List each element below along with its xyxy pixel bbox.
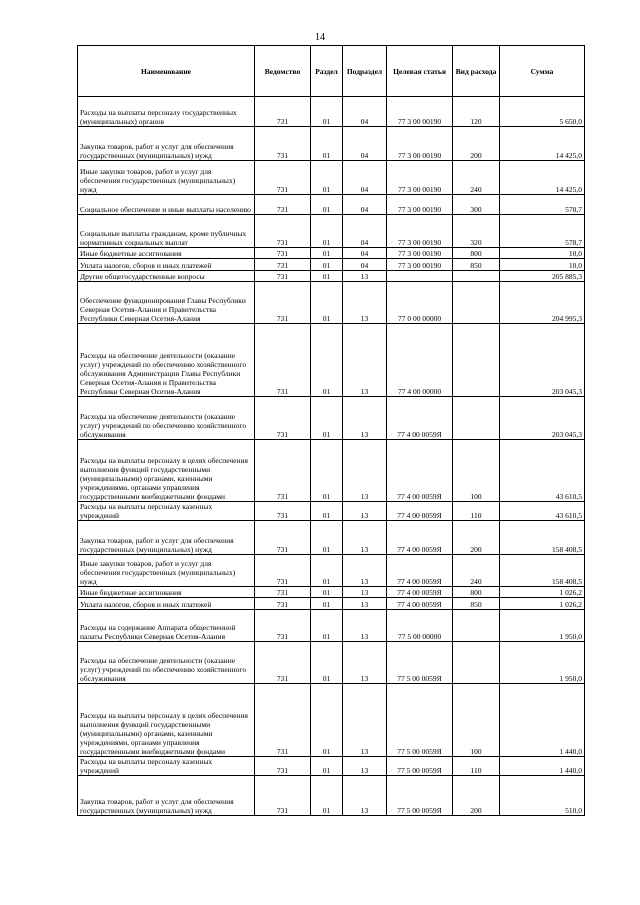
row-sum-cell: 158 408,5	[500, 521, 585, 555]
row-article-cell: 77 3 00 00190	[387, 97, 453, 127]
row-expense-type-cell: 320	[453, 215, 500, 248]
row-sum-cell: 158 408,5	[500, 555, 585, 587]
row-expense-type-cell: 100	[453, 684, 500, 757]
row-section-cell: 01	[311, 776, 343, 816]
row-subsection-cell: 13	[343, 642, 387, 684]
row-name-cell: Иные бюджетные ассигнования	[78, 248, 255, 259]
table-row	[78, 502, 585, 521]
row-subsection-cell: 13	[343, 271, 387, 282]
row-sum-cell: 43 610,5	[500, 502, 585, 521]
row-expense-type-cell: 110	[453, 757, 500, 776]
row-dept-cell: 731	[255, 161, 311, 195]
row-expense-type-cell: 240	[453, 555, 500, 587]
row-subsection-cell: 13	[343, 598, 387, 610]
row-subsection-cell: 13	[343, 502, 387, 521]
row-expense-type-cell: 800	[453, 248, 500, 259]
row-expense-type-cell	[453, 324, 500, 397]
row-dept-cell: 731	[255, 598, 311, 610]
row-article-cell: 77 3 00 00190	[387, 215, 453, 248]
row-sum-cell: 203 045,3	[500, 397, 585, 440]
row-sum-cell: 1 026,2	[500, 587, 585, 598]
row-name-cell: Закупка товаров, работ и услуг для обеспечения государственных (муниципальных) нужд	[78, 127, 255, 161]
row-section-cell: 01	[311, 610, 343, 642]
row-name-cell: Расходы на выплаты персоналу в целях обеспечения выполнения функций государственными (муниципальными) органами, казенными учреждениями, органами управления государственными внебюджетными фондами	[78, 440, 255, 502]
table-body	[78, 97, 585, 816]
row-sum-cell: 1 950,0	[500, 610, 585, 642]
table-row	[78, 587, 585, 598]
row-subsection-cell: 13	[343, 397, 387, 440]
row-dept-cell: 731	[255, 259, 311, 271]
row-subsection-cell: 13	[343, 587, 387, 598]
row-article-cell: 77 5 00 0059Я	[387, 757, 453, 776]
row-article-cell: 77 3 00 00190	[387, 195, 453, 215]
row-section-cell: 01	[311, 282, 343, 324]
table-row	[78, 642, 585, 684]
row-section-cell: 01	[311, 502, 343, 521]
row-subsection-cell: 04	[343, 195, 387, 215]
row-expense-type-cell: 100	[453, 440, 500, 502]
row-dept-cell: 731	[255, 127, 311, 161]
header-name: Наименование	[78, 46, 255, 97]
row-name-cell: Другие общегосударственные вопросы	[78, 271, 255, 282]
row-section-cell: 01	[311, 598, 343, 610]
row-dept-cell: 731	[255, 282, 311, 324]
table-row	[78, 97, 585, 127]
row-name-cell: Социальные выплаты гражданам, кроме публичных нормативных социальных выплат	[78, 215, 255, 248]
row-sum-cell: 578,7	[500, 215, 585, 248]
row-section-cell: 01	[311, 587, 343, 598]
row-expense-type-cell: 850	[453, 259, 500, 271]
row-expense-type-cell: 850	[453, 598, 500, 610]
row-sum-cell: 10,0	[500, 259, 585, 271]
row-article-cell: 77 3 00 00190	[387, 259, 453, 271]
row-dept-cell: 731	[255, 195, 311, 215]
row-article-cell: 77 5 00 0059Я	[387, 684, 453, 757]
row-dept-cell: 731	[255, 440, 311, 502]
row-article-cell: 77 4 00 0059Я	[387, 598, 453, 610]
row-article-cell	[387, 271, 453, 282]
row-article-cell: 77 4 00 0059Я	[387, 555, 453, 587]
row-article-cell: 77 4 00 0059Я	[387, 397, 453, 440]
table-header-row	[78, 46, 585, 97]
row-subsection-cell: 13	[343, 776, 387, 816]
row-dept-cell: 731	[255, 555, 311, 587]
row-sum-cell: 205 885,3	[500, 271, 585, 282]
row-sum-cell: 14 425,0	[500, 161, 585, 195]
row-name-cell: Уплата налогов, сборов и иных платежей	[78, 259, 255, 271]
row-article-cell: 77 4 00 0059Я	[387, 521, 453, 555]
row-dept-cell: 731	[255, 684, 311, 757]
row-sum-cell: 203 045,3	[500, 324, 585, 397]
row-subsection-cell: 13	[343, 440, 387, 502]
row-expense-type-cell: 200	[453, 127, 500, 161]
row-section-cell: 01	[311, 397, 343, 440]
row-subsection-cell: 04	[343, 97, 387, 127]
row-article-cell: 77 4 00 00000	[387, 324, 453, 397]
row-expense-type-cell: 110	[453, 502, 500, 521]
row-expense-type-cell: 240	[453, 161, 500, 195]
row-dept-cell: 731	[255, 521, 311, 555]
table-row	[78, 757, 585, 776]
row-dept-cell: 731	[255, 610, 311, 642]
row-article-cell: 77 3 00 00190	[387, 161, 453, 195]
row-section-cell: 01	[311, 521, 343, 555]
row-sum-cell: 43 610,5	[500, 440, 585, 502]
header-dept: Ведомство	[255, 46, 311, 97]
row-expense-type-cell	[453, 642, 500, 684]
row-subsection-cell: 04	[343, 215, 387, 248]
table-row	[78, 776, 585, 816]
row-subsection-cell: 04	[343, 259, 387, 271]
row-section-cell: 01	[311, 642, 343, 684]
row-expense-type-cell: 200	[453, 776, 500, 816]
table-row	[78, 684, 585, 757]
row-name-cell: Расходы на выплаты персоналу государственных (муниципальных) органов	[78, 97, 255, 127]
row-name-cell: Иные закупки товаров, работ и услуг для обеспечения государственных (муниципальных) нужд	[78, 161, 255, 195]
header-subsection: Подраздел	[343, 46, 387, 97]
row-subsection-cell: 04	[343, 248, 387, 259]
row-subsection-cell: 04	[343, 161, 387, 195]
row-sum-cell: 578,7	[500, 195, 585, 215]
row-dept-cell: 731	[255, 397, 311, 440]
row-article-cell: 77 4 00 0059Я	[387, 587, 453, 598]
row-expense-type-cell	[453, 282, 500, 324]
row-name-cell: Иные бюджетные ассигнования	[78, 587, 255, 598]
row-dept-cell: 731	[255, 97, 311, 127]
row-dept-cell: 731	[255, 757, 311, 776]
row-section-cell: 01	[311, 127, 343, 161]
budget-table	[77, 45, 585, 816]
row-article-cell: 77 0 00 00000	[387, 282, 453, 324]
row-section-cell: 01	[311, 195, 343, 215]
row-sum-cell: 1 950,0	[500, 642, 585, 684]
row-dept-cell: 731	[255, 642, 311, 684]
header-article: Целевая статья	[387, 46, 453, 97]
row-sum-cell: 10,0	[500, 248, 585, 259]
row-expense-type-cell: 300	[453, 195, 500, 215]
row-section-cell: 01	[311, 555, 343, 587]
row-dept-cell: 731	[255, 587, 311, 598]
row-article-cell: 77 5 00 0059Я	[387, 642, 453, 684]
header-sum: Сумма	[500, 46, 585, 97]
table-row	[78, 324, 585, 397]
row-dept-cell: 731	[255, 776, 311, 816]
row-dept-cell: 731	[255, 215, 311, 248]
row-name-cell: Расходы на обеспечение деятельности (оказание услуг) учреждений по обеспечению хозяйственного обслуживания	[78, 397, 255, 440]
row-subsection-cell: 04	[343, 127, 387, 161]
row-subsection-cell: 13	[343, 610, 387, 642]
row-article-cell: 77 4 00 0059Я	[387, 440, 453, 502]
row-section-cell: 01	[311, 271, 343, 282]
row-sum-cell: 1 440,0	[500, 684, 585, 757]
row-dept-cell: 731	[255, 324, 311, 397]
row-subsection-cell: 13	[343, 282, 387, 324]
table-row	[78, 259, 585, 271]
row-section-cell: 01	[311, 97, 343, 127]
row-article-cell: 77 5 00 00000	[387, 610, 453, 642]
row-section-cell: 01	[311, 161, 343, 195]
row-section-cell: 01	[311, 259, 343, 271]
row-dept-cell: 731	[255, 248, 311, 259]
row-dept-cell: 731	[255, 271, 311, 282]
row-expense-type-cell	[453, 271, 500, 282]
row-name-cell: Иные закупки товаров, работ и услуг для обеспечения государственных (муниципальных) нужд	[78, 555, 255, 587]
row-expense-type-cell: 800	[453, 587, 500, 598]
table-row	[78, 248, 585, 259]
page-number: 14	[315, 32, 325, 43]
row-name-cell: Расходы на выплаты персоналу в целях обеспечения выполнения функций государственными (муниципальными) органами, казенными учреждениями, органами управления государственными внебюджетными фондами	[78, 684, 255, 757]
table-row	[78, 271, 585, 282]
row-section-cell: 01	[311, 757, 343, 776]
row-section-cell: 01	[311, 248, 343, 259]
row-name-cell: Расходы на обеспечение деятельности (оказание услуг) учреждений по обеспечению хозяйственного обслуживания	[78, 642, 255, 684]
row-sum-cell: 5 650,0	[500, 97, 585, 127]
row-name-cell: Социальное обеспечение и иные выплаты населению	[78, 195, 255, 215]
row-name-cell: Расходы на обеспечение деятельности (оказание услуг) учреждений по обеспечению хозяйственного обслуживания Администрации Главы Республики Северная Осетия-Алания и Правительства Республики Северная Осетия-Алания	[78, 324, 255, 397]
table-row	[78, 397, 585, 440]
row-sum-cell: 1 026,2	[500, 598, 585, 610]
row-name-cell: Расходы на содержание Аппарата общественной палаты Республики Северная Осетия-Алания	[78, 610, 255, 642]
table-row	[78, 282, 585, 324]
row-article-cell: 77 4 00 0059Я	[387, 502, 453, 521]
row-subsection-cell: 13	[343, 684, 387, 757]
table-row	[78, 195, 585, 215]
row-subsection-cell: 13	[343, 521, 387, 555]
row-section-cell: 01	[311, 324, 343, 397]
row-section-cell: 01	[311, 440, 343, 502]
row-name-cell: Закупка товаров, работ и услуг для обеспечения государственных (муниципальных) нужд	[78, 521, 255, 555]
row-expense-type-cell	[453, 397, 500, 440]
row-name-cell: Расходы на выплаты персоналу казенных учреждений	[78, 502, 255, 521]
table-row	[78, 161, 585, 195]
row-sum-cell: 204 995,3	[500, 282, 585, 324]
row-expense-type-cell: 200	[453, 521, 500, 555]
row-article-cell: 77 3 00 00190	[387, 248, 453, 259]
table-row	[78, 555, 585, 587]
header-expense-type: Вид расхода	[453, 46, 500, 97]
row-expense-type-cell	[453, 610, 500, 642]
table-row	[78, 521, 585, 555]
row-article-cell: 77 5 00 0059Я	[387, 776, 453, 816]
row-expense-type-cell: 120	[453, 97, 500, 127]
table-row	[78, 127, 585, 161]
row-name-cell: Закупка товаров, работ и услуг для обеспечения государственных (муниципальных) нужд	[78, 776, 255, 816]
table-row	[78, 598, 585, 610]
table-row	[78, 610, 585, 642]
row-name-cell: Обеспечение функционирования Главы Республики Северная Осетия-Алания и Правительства Республики Северная Осетия-Алания	[78, 282, 255, 324]
row-dept-cell: 731	[255, 502, 311, 521]
row-sum-cell: 1 440,0	[500, 757, 585, 776]
row-sum-cell: 14 425,0	[500, 127, 585, 161]
row-name-cell: Уплата налогов, сборов и иных платежей	[78, 598, 255, 610]
table-row	[78, 440, 585, 502]
table-row	[78, 215, 585, 248]
row-section-cell: 01	[311, 215, 343, 248]
header-section: Раздел	[311, 46, 343, 97]
row-subsection-cell: 13	[343, 555, 387, 587]
row-subsection-cell: 13	[343, 324, 387, 397]
row-section-cell: 01	[311, 684, 343, 757]
row-name-cell: Расходы на выплаты персоналу казенных учреждений	[78, 757, 255, 776]
row-article-cell: 77 3 00 00190	[387, 127, 453, 161]
row-sum-cell: 510,0	[500, 776, 585, 816]
row-subsection-cell: 13	[343, 757, 387, 776]
